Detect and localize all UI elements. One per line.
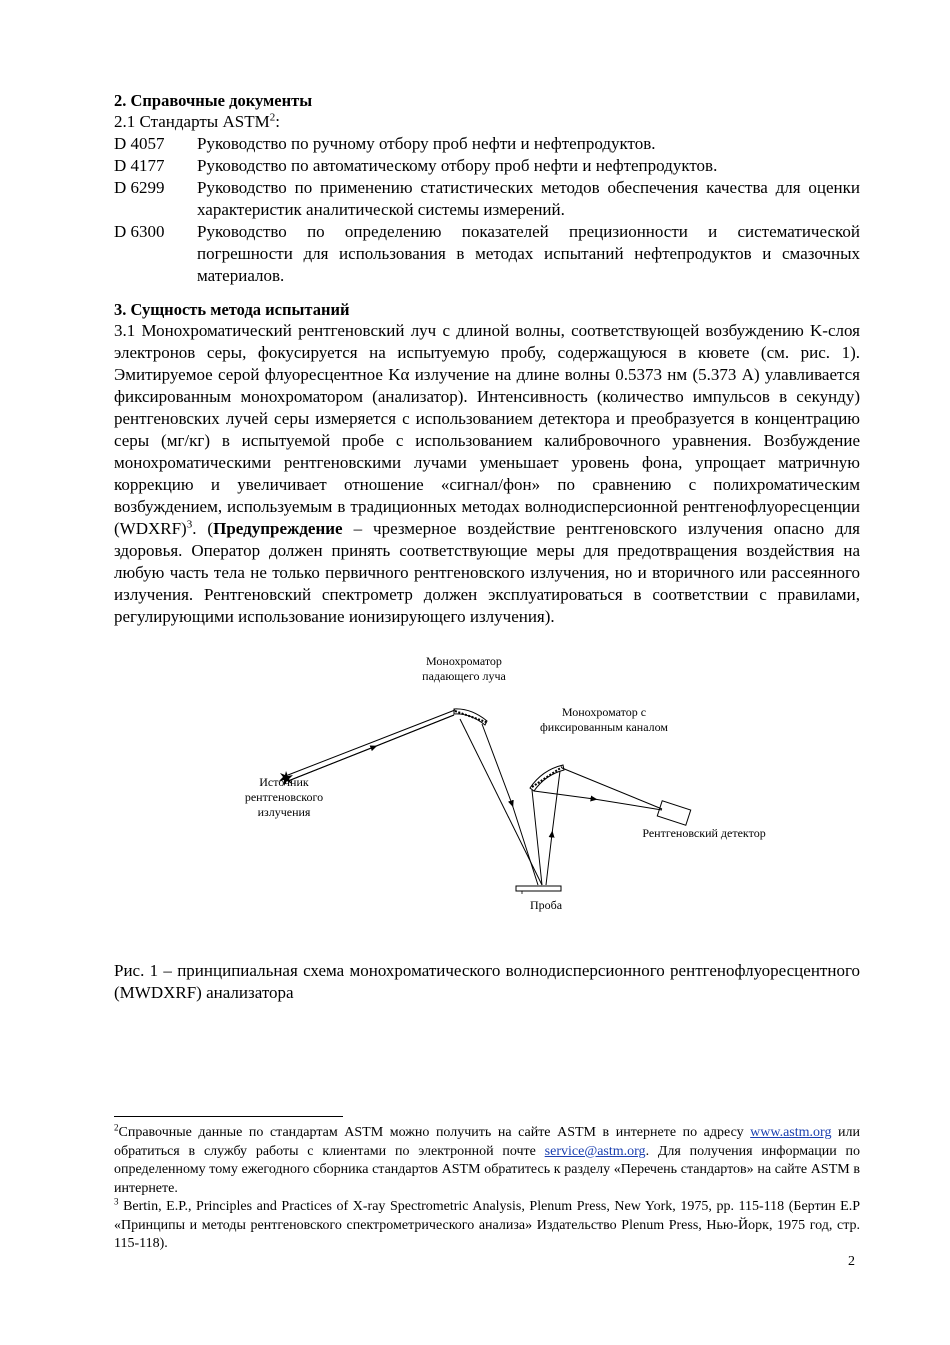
label-fixed-monochromator [529,705,679,735]
section-3-heading: 3. Сущность метода испытаний [114,300,350,319]
astm-website-link[interactable]: www.astm.org [750,1125,832,1140]
page-number: 2 [848,1254,855,1269]
footnote-text: Справочные данные по стандартам ASTM можно получить на сайте ASTM в интернете по адресу [118,1125,751,1140]
paragraph-mid: . ( [192,519,214,538]
sub-prefix: 2.1 Стандарты ASTM [114,112,270,131]
section-2-1-subheading [114,111,860,133]
footnote-2 [114,1124,860,1198]
reference-code: D 6299 [114,178,165,197]
footnote-3 [114,1198,860,1254]
section-2-heading: 2. Справочные документы [114,91,313,110]
label-line: рентгеновского [244,790,324,804]
footnote-number: 3 [114,1196,119,1207]
label-line: Монохроматор с [561,705,647,719]
section-3-1-paragraph [114,320,860,628]
footnote-number: 2 [114,1122,119,1133]
footnote-ref-2[interactable]: 2 [269,111,276,124]
label-xray-source [234,775,334,820]
reference-item [114,177,860,221]
label-line: падающего луча [422,669,506,683]
reference-item [114,155,860,177]
document-body [114,90,860,1004]
incident-monochromator-icon [454,709,487,725]
reference-text: Руководство по автоматическому отбору проб нефти и нефтепродуктов. [197,156,718,175]
reference-text: Руководство по определению показателей прецизионности и систематической погрешности для использования в методах испытаний нефтепродуктов и смазочных материалов. [197,222,860,285]
reference-code: D 4057 [114,134,165,153]
label-line: Источник [259,775,309,789]
label-line: фиксированным каналом [540,720,668,734]
footnote-text: . Для получения информации по определенному тому ежегодного сборника стандартов ASTM обратитесь к разделу «Перечень стандартов» на сайте ASTM в интернете. [114,1143,860,1196]
label-incident-monochromator [404,654,524,684]
astm-email-link[interactable]: service@astm.org [544,1143,646,1159]
reference-code: D 4177 [114,156,165,175]
reference-item [114,221,860,287]
schematic-diagram [114,654,860,936]
paragraph-text: 3.1 Монохроматический рентгеновский луч с длиной волны, соответствующей возбуждению K-слоя электронов серы, фокусируется на испытуемую пробу, содержащуюся в кювете (см. рис. 1). Эмитируемое серой флуоресцентное Kα излучение на длине волны 0.5373 нм (5.373 A) улавливается фиксированным монохроматором (анализатор). Интенсивность (количество импульсов в секунду) рентгеновских лучей серы измеряется с использованием детектора и преобразуется в концентрацию серы (мг/кг) в испытуемой пробе с использованием калибровочного уравнения. Возбуждение монохроматическими рентгеновскими лучами уменьшает уровень фона, упрощает матричную коррекцию и увеличивает отношение «сигнал/фон» по сравнению с полихроматическим возбуждением, используемым в традиционных методах волнодисперсионной рентгенофлуоресценции (WDXRF) [114,321,860,538]
reference-text: Руководство по применению статистических методов обеспечения качества для оценки характеристик аналитической системы измерений. [197,178,860,219]
footnote-text: Bertin, E.P., Principles and Practices of X-ray Spectrometric Analysis, Plenum Press, New York, 1975, pp. 115-118 (Бертин Е.Р «Принципы и методы рентгеновского спектрометрического анализа» Издательство Plenum Press, Нью-Йорк, 1975 год, стр. 115-118). [114,1199,860,1251]
sub-suffix: : [275,112,280,131]
xray-detector-icon [657,801,690,825]
label-line: излучения [257,805,311,819]
reference-code: D 6300 [114,222,165,241]
footnote-divider [114,1116,343,1117]
beam-paths [288,710,662,885]
reference-text: Руководство по ручному отбору проб нефти и нефтепродуктов. [197,134,656,153]
reference-item [114,133,860,155]
figure-1-caption: Рис. 1 – принципиальная схема монохроматического волнодисперсионного рентгенофлуоресцентного (MWDXRF) анализатора [114,961,860,1002]
footnotes [114,1124,860,1254]
footnote-text: или обратиться в службу работы с клиентами по электронной почте [114,1125,860,1159]
footnote-ref-3[interactable]: 3 [186,518,193,531]
label-sample: Проба [529,898,563,912]
label-xray-detector: Рентгеновский детектор [642,826,766,840]
paragraph-end: – чрезмерное воздействие рентгеновского излучения опасно для здоровья. Оператор должен принять соответствующие меры для предотвращения воздействия на любую часть тела не только первичного рентгеновского излучения, но и вторичного или рассеянного излучения. Рентгеновский спектрометр должен эксплуатироваться в соответствии с правилами, регулирующими использование ионизирующего излучения). [114,519,860,626]
warning-label: Предупреждение [213,519,343,538]
sample-holder-icon [516,886,561,894]
figure-1-schematic [114,654,860,936]
label-line: Монохроматор [426,654,502,668]
